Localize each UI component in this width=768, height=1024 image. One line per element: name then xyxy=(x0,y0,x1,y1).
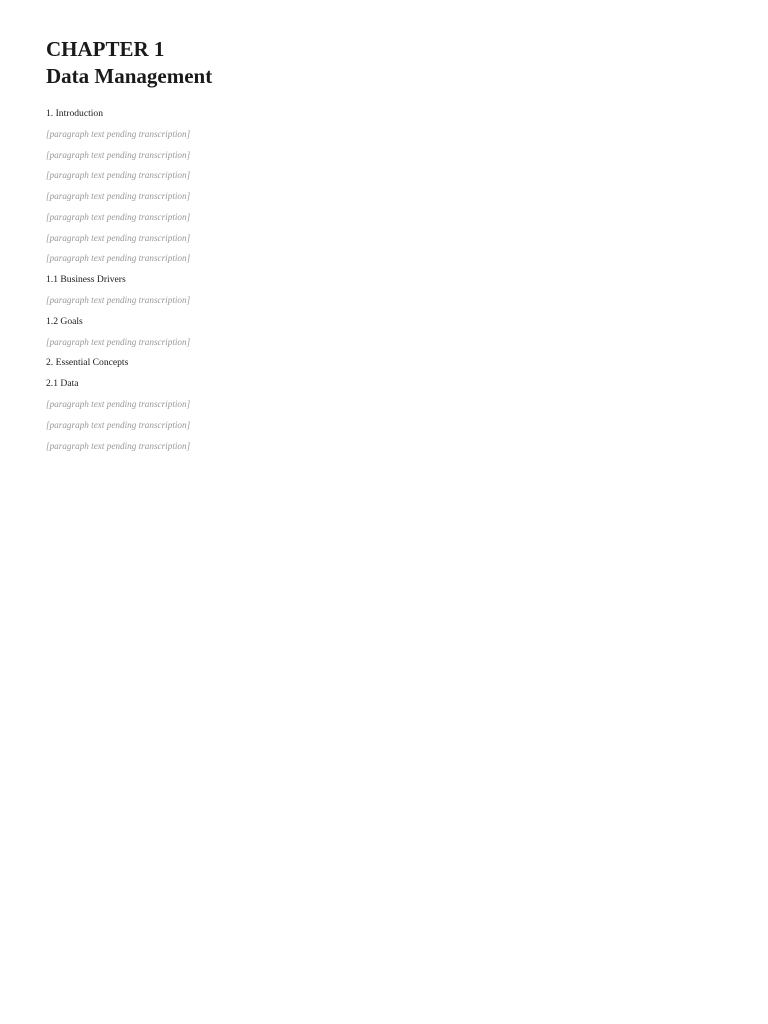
chapter-title xyxy=(46,36,728,90)
chapter-number: CHAPTER 1 xyxy=(46,37,165,61)
body-paragraph: [paragraph text pending transcription] xyxy=(46,170,191,181)
body-paragraph: [paragraph text pending transcription] xyxy=(46,336,191,347)
body-paragraph: [paragraph text pending transcription] xyxy=(46,211,191,222)
body-paragraph: [paragraph text pending transcription] xyxy=(46,399,191,410)
body-paragraph: [paragraph text pending transcription] xyxy=(46,294,191,305)
section-heading: 1. Introduction xyxy=(46,108,104,119)
section-heading: 1.2 Goals xyxy=(46,315,83,327)
body-paragraph: [paragraph text pending transcription] xyxy=(46,129,191,139)
section-heading: 2. Essential Concepts xyxy=(46,357,129,369)
body-paragraph: [paragraph text pending transcription] xyxy=(46,191,191,202)
body-paragraph: [paragraph text pending transcription] xyxy=(46,149,191,160)
document-body xyxy=(46,108,728,452)
body-paragraph: [paragraph text pending transcription] xyxy=(46,232,191,243)
body-paragraph: [paragraph text pending transcription] xyxy=(46,420,191,431)
section-heading: 2.1 Data xyxy=(46,378,79,390)
body-paragraph: [paragraph text pending transcription] xyxy=(46,440,191,451)
chapter-name: Data Management xyxy=(46,64,213,88)
section-heading: 1.1 Business Drivers xyxy=(46,273,126,285)
body-paragraph: [paragraph text pending transcription] xyxy=(46,253,191,264)
